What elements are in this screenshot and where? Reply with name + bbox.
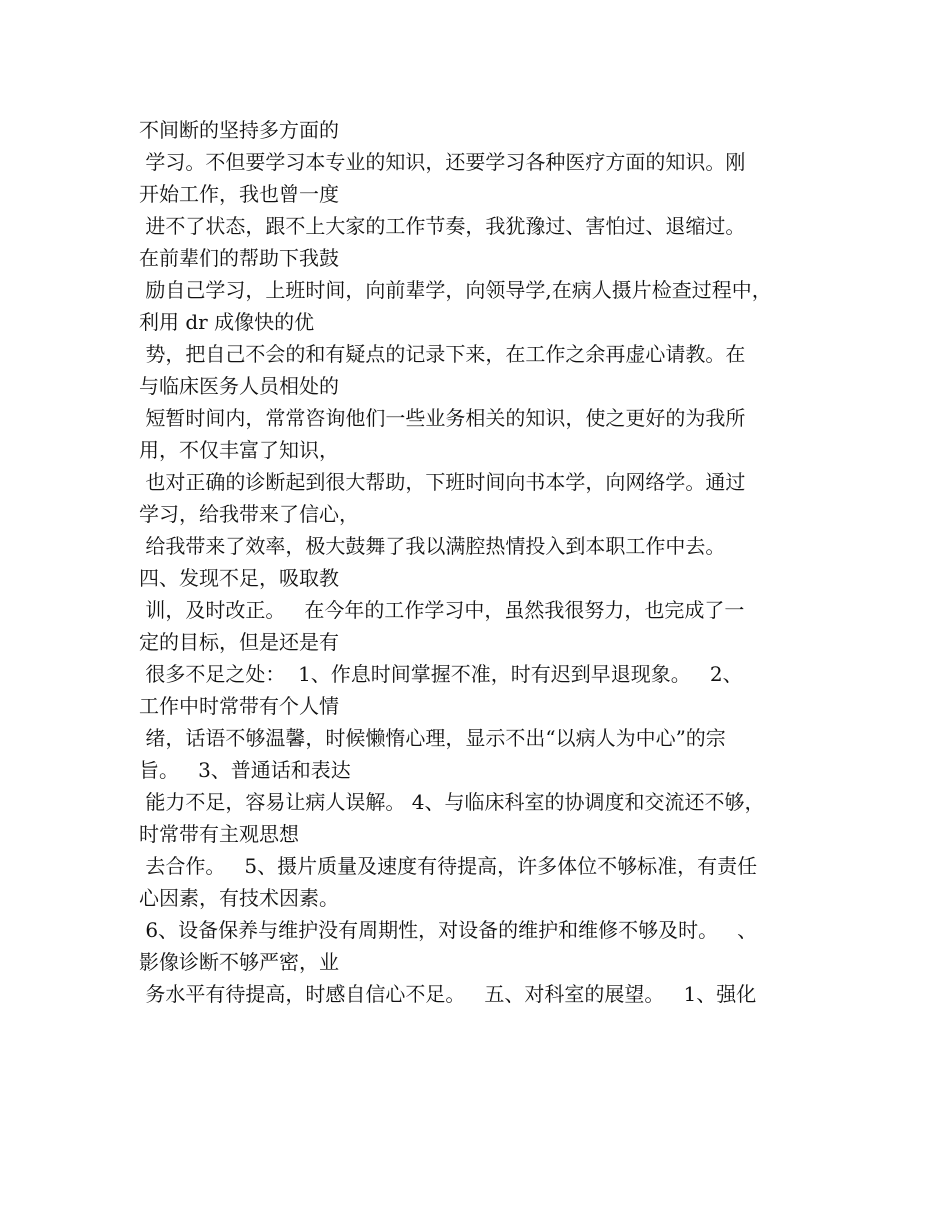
text-line: 学习。不但要学习本专业的知识，还要学习各种医疗方面的知识。刚	[139, 150, 746, 174]
text-line: 利用 dr 成像快的优	[139, 310, 315, 334]
text-line: 用，不仅丰富了知识，	[139, 438, 339, 462]
text-line: 不间断的坚持多方面的	[139, 118, 339, 142]
text-line: 短暂时间内，常常咨询他们一些业务相关的知识，使之更好的为我所	[139, 406, 746, 430]
text-line: 务水平有待提高，时感自信心不足。 五、对科室的展望。 1、强化	[139, 982, 757, 1006]
text-line: 定的目标，但是还是有	[139, 630, 339, 654]
text-line: 也对正确的诊断起到很大帮助，下班时间向书本学，向网络学。通过	[139, 470, 746, 494]
text-line: 时常带有主观思想	[139, 822, 299, 846]
text-line: 给我带来了效率，极大鼓舞了我以满腔热情投入到本职工作中去。	[139, 534, 726, 558]
text-line: 绪，话语不够温馨，时候懒惰心理，显示不出“以病人为中心”的宗	[139, 726, 726, 750]
text-line: 励自己学习，上班时间，向前辈学，向领导学,在病人摄片检查过程中，	[139, 278, 772, 302]
text-line: 很多不足之处： 1、作息时间掌握不准，时有迟到早退现象。 2、	[139, 662, 743, 686]
text-line: 6、设备保养与维护没有周期性，对设备的维护和维修不够及时。 、	[139, 918, 758, 942]
text-line: 工作中时常带有个人情	[139, 694, 339, 718]
text-line: 进不了状态，跟不上大家的工作节奏，我犹豫过、害怕过、退缩过。	[139, 214, 746, 238]
text-line: 与临床医务人员相处的	[139, 374, 339, 398]
text-line: 心因素，有技术因素。	[139, 886, 339, 910]
document-body	[139, 114, 829, 1010]
text-line: 能力不足，容易让病人误解。 4、与临床科室的协调度和交流还不够，	[139, 790, 765, 814]
text-line: 影像诊断不够严密，业	[139, 950, 339, 974]
text-line: 训，及时改正。 在今年的工作学习中，虽然我很努力，也完成了一	[139, 598, 745, 622]
text-line: 开始工作，我也曾一度	[139, 182, 339, 206]
text-line: 旨。 3、普通话和表达	[139, 758, 351, 782]
text-line: 学习，给我带来了信心，	[139, 502, 359, 526]
text-line: 四、发现不足，吸取教	[139, 566, 339, 590]
text-line: 在前辈们的帮助下我鼓	[139, 246, 339, 270]
text-line: 势，把自己不会的和有疑点的记录下来，在工作之余再虚心请教。在	[139, 342, 746, 366]
text-line: 去合作。 5、摄片质量及速度有待提高，许多体位不够标准，有责任	[139, 854, 758, 878]
